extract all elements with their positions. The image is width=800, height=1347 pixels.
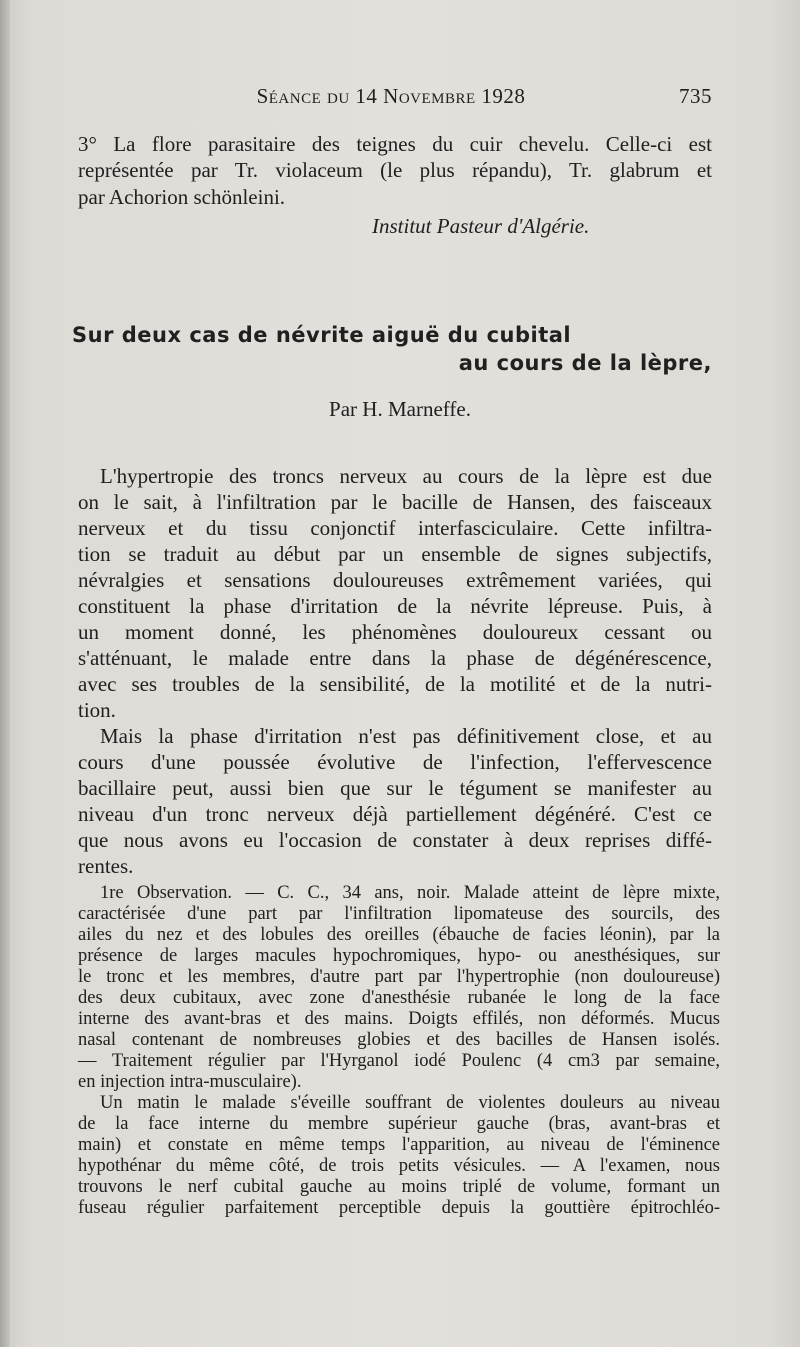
article-title-line2: au cours de la lèpre, xyxy=(458,351,712,375)
body-line: tion se traduit au début par un ensemble de signes subjectifs, xyxy=(78,542,712,566)
intro-line: par Achorion schönleini. xyxy=(78,185,286,209)
body-line: nerveux et du tissu conjonctif interfasciculaire. Cette infiltra- xyxy=(78,516,712,540)
body-line: un moment donné, les phénomènes douloureux cessant ou xyxy=(78,620,712,644)
body-line: niveau d'un tronc nerveux déjà partiellement dégénéré. C'est ce xyxy=(78,802,712,826)
observation-line: des deux cubitaux, avec zone d'anesthésie rubanée le long de la face xyxy=(78,988,720,1008)
body-line: névralgies et sensations douloureuses extrêmement variées, qui xyxy=(78,568,712,592)
observation-line: présence de larges macules hypochromiques, hypo- ou anesthésiques, sur xyxy=(78,946,720,966)
page-number: 735 xyxy=(679,84,712,108)
article-title-line1: Sur deux cas de névrite aiguë du cubital xyxy=(72,323,572,347)
running-title: Séance du 14 Novembre 1928 xyxy=(256,84,526,108)
observation-line: interne des avant-bras et des mains. Doigts effilés, non déformés. Mucus xyxy=(78,1009,720,1029)
running-header xyxy=(70,84,712,114)
body-line: L'hypertropie des troncs nerveux au cours de la lèpre est due xyxy=(100,464,712,488)
observation-line: en injection intra-musculaire). xyxy=(78,1072,302,1092)
intro-line: 3° La flore parasitaire des teignes du cuir chevelu. Celle-ci est xyxy=(78,132,712,156)
body-line: constituent la phase d'irritation de la névrite lépreuse. Puis, à xyxy=(78,594,712,618)
body-line: que nous avons eu l'occasion de constater à deux reprises diffé- xyxy=(78,828,712,852)
observation-line: le tronc et les membres, d'autre part par l'hypertrophie (non douloureuse) xyxy=(78,967,720,987)
body-line: bacillaire peut, aussi bien que sur le tégument se manifester au xyxy=(78,776,712,800)
observation-line: Un matin le malade s'éveille souffrant de violentes douleurs au niveau xyxy=(100,1093,720,1113)
article-author: Par H. Marneffe. xyxy=(329,397,471,421)
affiliation: Institut Pasteur d'Algérie. xyxy=(372,214,590,238)
observation-line: de la face interne du membre supérieur gauche (bras, avant-bras et xyxy=(78,1114,720,1134)
body-line: rentes. xyxy=(78,854,134,878)
observation-line: caractérisée d'une part par l'infiltration lipomateuse des sourcils, des xyxy=(78,904,720,924)
body-line: avec ses troubles de la sensibilité, de la motilité et de la nutri- xyxy=(78,672,712,696)
body-line: cours d'une poussée évolutive de l'infection, l'effervescence xyxy=(78,750,712,774)
observation-line: 1re Observation. — C. C., 34 ans, noir. Malade atteint de lèpre mixte, xyxy=(100,883,720,903)
observation-line: nasal contenant de nombreuses globies et des bacilles de Hansen isolés. xyxy=(78,1030,720,1050)
observation-line: ailes du nez et des lobules des oreilles (ébauche de facies léonin), par la xyxy=(78,925,720,945)
body-line: Mais la phase d'irritation n'est pas définitivement close, et au xyxy=(100,724,712,748)
observation-line: trouvons le nerf cubital gauche au moins triplé de volume, formant un xyxy=(78,1177,720,1197)
observation-line: hypothénar du même côté, de trois petits vésicules. — A l'examen, nous xyxy=(78,1156,720,1176)
body-line: s'atténuant, le malade entre dans la phase de dégénérescence, xyxy=(78,646,712,670)
observation-line: main) et constate en même temps l'apparition, au niveau de l'éminence xyxy=(78,1135,720,1155)
body-line: on le sait, à l'infiltration par le bacille de Hansen, des faisceaux xyxy=(78,490,712,514)
body-line: tion. xyxy=(78,698,116,722)
observation-line: fuseau régulier parfaitement perceptible depuis la gouttière épitrochléo- xyxy=(78,1198,720,1218)
intro-line: représentée par Tr. violaceum (le plus répandu), Tr. glabrum et xyxy=(78,158,712,182)
observation-line: — Traitement régulier par l'Hyrganol iodé Poulenc (4 cm3 par semaine, xyxy=(78,1051,720,1071)
